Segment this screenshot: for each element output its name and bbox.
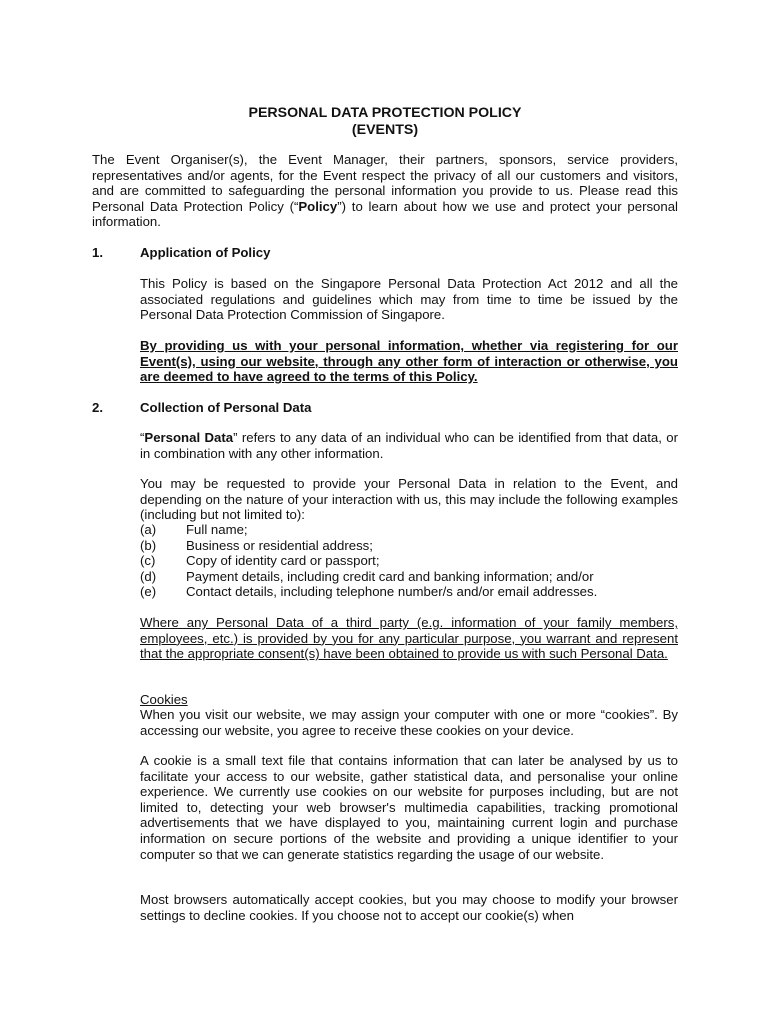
intro-paragraph [92, 152, 678, 230]
list-item-label: (b) [140, 538, 157, 553]
list-item-text: Payment details, including credit card and banking information; and/or [186, 569, 594, 584]
policy-term: Policy [298, 198, 338, 214]
list-item-text: Full name; [186, 522, 248, 537]
definition-text: ” refers to any data of an individual who can be identified from that data, or in combination with any other information. [140, 430, 678, 461]
cookies-paragraph-3: Most browsers automatically accept cookies, but you may choose to modify your browser settings to decline cookies. If you choose not to accept our cookie(s) when [140, 892, 678, 923]
definition-open-quote: “ [140, 430, 145, 445]
section-1-paragraph: This Policy is based on the Singapore Personal Data Protection Act 2012 and all the associated regulations and guidelines which may from time to time be issued by the Personal Data Protection Commission of Singapore. [140, 276, 678, 323]
section-1-consent-paragraph: By providing us with your personal information, whether via registering for our Event(s), using our website, through any other form of interaction or otherwise, you are deemed to have agreed to the terms of this Policy. [140, 338, 678, 385]
intro-text-start: The Event Organiser(s), the Event Manager, their partners, sponsors, service providers, representatives and/or agents, for the Event respect the privacy of all our customers and visitors, and are committed to safeguarding the personal information you provide to us. Please read this Personal Data Protection Policy (“ [92, 152, 678, 214]
list-item-label: (a) [140, 522, 157, 537]
document-title: PERSONAL DATA PROTECTION POLICY [248, 105, 522, 121]
personal-data-term: Personal Data [144, 430, 234, 445]
cookies-paragraph-1: When you visit our website, we may assign your computer with one or more “cookies”. By accessing our website, you agree to receive these cookies on your device. [140, 707, 678, 738]
section-2-number: 2. [92, 400, 103, 415]
list-item-label: (c) [140, 553, 156, 568]
personal-data-definition [140, 430, 678, 461]
list-item-label: (d) [140, 569, 157, 584]
cookies-paragraph-2: A cookie is a small text file that contains information that can later be analysed by us to facilitate your access to our website, gather statistical data, and personalise your online experience. We currently use cookies on our website for purposes including, but are not limited to, detecting your web browser's multimedia capabilities, tracking promotional advertisements that we have displayed to you, maintaining current login and purchase information on secure portions of the website and providing a unique identifier to your computer so that we can generate statistics regarding the usage of our website. [140, 753, 678, 862]
cookies-heading: Cookies [140, 692, 188, 707]
list-item-text: Business or residential address; [186, 538, 373, 553]
document-subtitle: (EVENTS) [351, 122, 419, 138]
section-2-heading: Collection of Personal Data [140, 400, 312, 415]
request-intro-paragraph: You may be requested to provide your Personal Data in relation to the Event, and depending on the nature of your interaction with us, this may include the following examples (including but not limited to): [140, 476, 678, 523]
section-1-number: 1. [92, 245, 103, 260]
third-party-paragraph: Where any Personal Data of a third party (e.g. information of your family members, employees, etc.) is provided by you for any particular purpose, you warrant and represent that the appropriate consent(s) have been obtained to provide us with such Personal Data. [140, 615, 678, 662]
list-item-label: (e) [140, 584, 157, 599]
list-item-text: Contact details, including telephone number/s and/or email addresses. [186, 584, 598, 599]
list-item-text: Copy of identity card or passport; [186, 553, 380, 568]
section-1-heading: Application of Policy [140, 245, 271, 260]
intro-text-end: ”) to learn about how we use and protect your personal information. [92, 198, 678, 230]
